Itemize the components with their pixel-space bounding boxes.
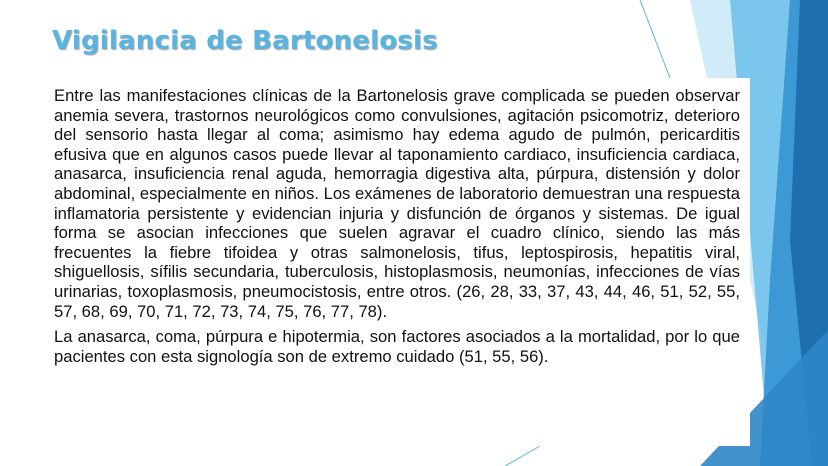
- body-paragraph: La anasarca, coma, púrpura e hipotermia, son factores asociados a la mortalidad, por lo que pacientes con esta signología son de extremo cuidado (51, 55, 56).: [54, 327, 740, 366]
- body-paragraph: Entre las manifestaciones clínicas de la Bartonelosis grave complicada se pueden observar anemia severa, trastornos neurológicos como convulsiones, agitación psicomotriz, deterioro del sensorio hasta llegar al coma; asimismo hay edema agudo de pulmón, pericarditis efusiva que en algunos casos puede llevar al taponamiento cardiaco, insuficiencia cardiaca, anasarca, insuficiencia renal aguda, hemorragia digestiva alta, púrpura, distensión y dolor abdominal, especialmente en niños. Los exámenes de laboratorio demuestran una respuesta inflamatoria persistente y evidencian injuria y disfunción de órganos y sistemas. De igual forma se asocian infecciones que suelen agravar el cuadro clínico, siendo las más frecuentes la fiebre tifoidea y otras salmonelosis, tifus, leptospirosis, hepatitis viral, shiguellosis, sífilis secundaria, tuberculosis, histoplasmosis, neumonías, infecciones de vías urinarias, toxoplasmosis, pneumocistosis, entre otros. (26, 28, 33, 37, 43, 44, 46, 51, 52, 55, 57, 68, 69, 70, 71, 72, 73, 74, 75, 76, 77, 78).: [54, 86, 740, 321]
- accent-line-top: [640, 0, 670, 78]
- accent-line-bottom: [505, 446, 540, 466]
- content-box: [44, 78, 750, 446]
- slide-title: Vigilancia de Bartonelosis: [52, 26, 438, 56]
